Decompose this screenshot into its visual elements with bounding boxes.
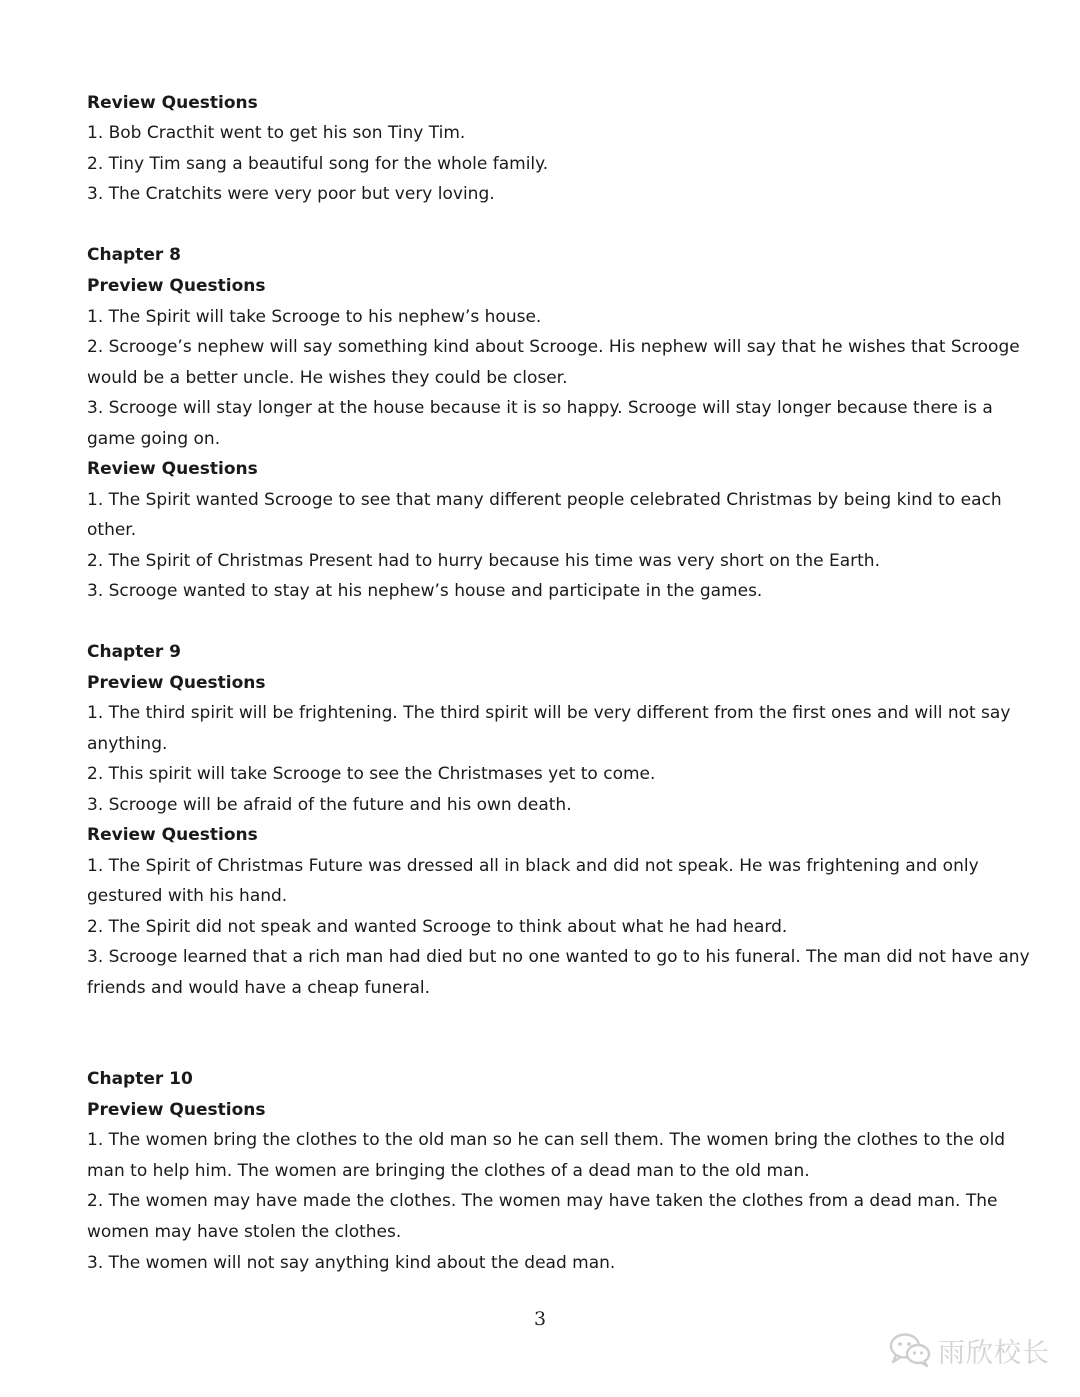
answer-line: 2. This spirit will take Scrooge to see the Christmases yet to come. — [87, 764, 656, 784]
section-heading: Preview Questions — [87, 673, 266, 693]
section-heading: Chapter 8 — [87, 245, 182, 265]
section-heading: Preview Questions — [87, 276, 266, 296]
answer-line: 3. Scrooge will stay longer at the house because it is so happy. Scrooge will stay longer because there is a — [87, 398, 993, 418]
answer-line: 3. Scrooge will be afraid of the future and his own death. — [87, 795, 572, 815]
answer-line: 2. Tiny Tim sang a beautiful song for the whole family. — [87, 154, 549, 174]
answer-line: gestured with his hand. — [87, 886, 288, 906]
answer-line: 1. The Spirit of Christmas Future was dressed all in black and did not speak. He was frightening and only — [87, 856, 979, 876]
section-heading: Review Questions — [87, 825, 258, 845]
answer-line: 3. Scrooge wanted to stay at his nephew’s house and participate in the games. — [87, 581, 763, 601]
answer-line: 3. Scrooge learned that a rich man had died but no one wanted to go to his funeral. The man did not have any — [87, 947, 1030, 967]
watermark-text: 雨欣校长 — [938, 1337, 1050, 1369]
section-heading: Review Questions — [87, 93, 258, 113]
answer-line: women may have stolen the clothes. — [87, 1222, 402, 1242]
answer-line: friends and would have a cheap funeral. — [87, 978, 431, 998]
wechat-icon — [888, 1331, 932, 1369]
answer-line: 1. The Spirit wanted Scrooge to see that many different people celebrated Christmas by being kind to each — [87, 490, 1002, 510]
answer-line: 1. The third spirit will be frightening. The third spirit will be very different from the first ones and will not say — [87, 703, 1011, 723]
answer-line: 1. The Spirit will take Scrooge to his nephew’s house. — [87, 307, 542, 327]
answer-line: 2. The Spirit of Christmas Present had to hurry because his time was very short on the Earth. — [87, 551, 880, 571]
answer-line: man to help him. The women are bringing the clothes of a dead man to the old man. — [87, 1161, 810, 1181]
answer-line: 2. Scrooge’s nephew will say something kind about Scrooge. His nephew will say that he wishes that Scrooge — [87, 337, 1020, 357]
section-heading: Preview Questions — [87, 1100, 266, 1120]
answer-line: other. — [87, 520, 137, 540]
section-heading: Review Questions — [87, 459, 258, 479]
answer-line: 3. The women will not say anything kind about the dead man. — [87, 1253, 616, 1273]
answer-line: would be a better uncle. He wishes they could be closer. — [87, 368, 568, 388]
page-number: 3 — [533, 1308, 547, 1330]
answer-line: game going on. — [87, 429, 221, 449]
answer-line: 1. The women bring the clothes to the old man so he can sell them. The women bring the clothes to the old — [87, 1130, 1006, 1150]
answer-line: 3. The Cratchits were very poor but very loving. — [87, 184, 495, 204]
answer-line: anything. — [87, 734, 168, 754]
watermark — [888, 1328, 1050, 1372]
section-heading: Chapter 9 — [87, 642, 182, 662]
answer-line: 2. The women may have made the clothes. The women may have taken the clothes from a dead man. The — [87, 1191, 998, 1211]
section-heading: Chapter 10 — [87, 1069, 193, 1089]
answer-line: 1. Bob Cracthit went to get his son Tiny Tim. — [87, 123, 466, 143]
answer-line: 2. The Spirit did not speak and wanted Scrooge to think about what he had heard. — [87, 917, 788, 937]
